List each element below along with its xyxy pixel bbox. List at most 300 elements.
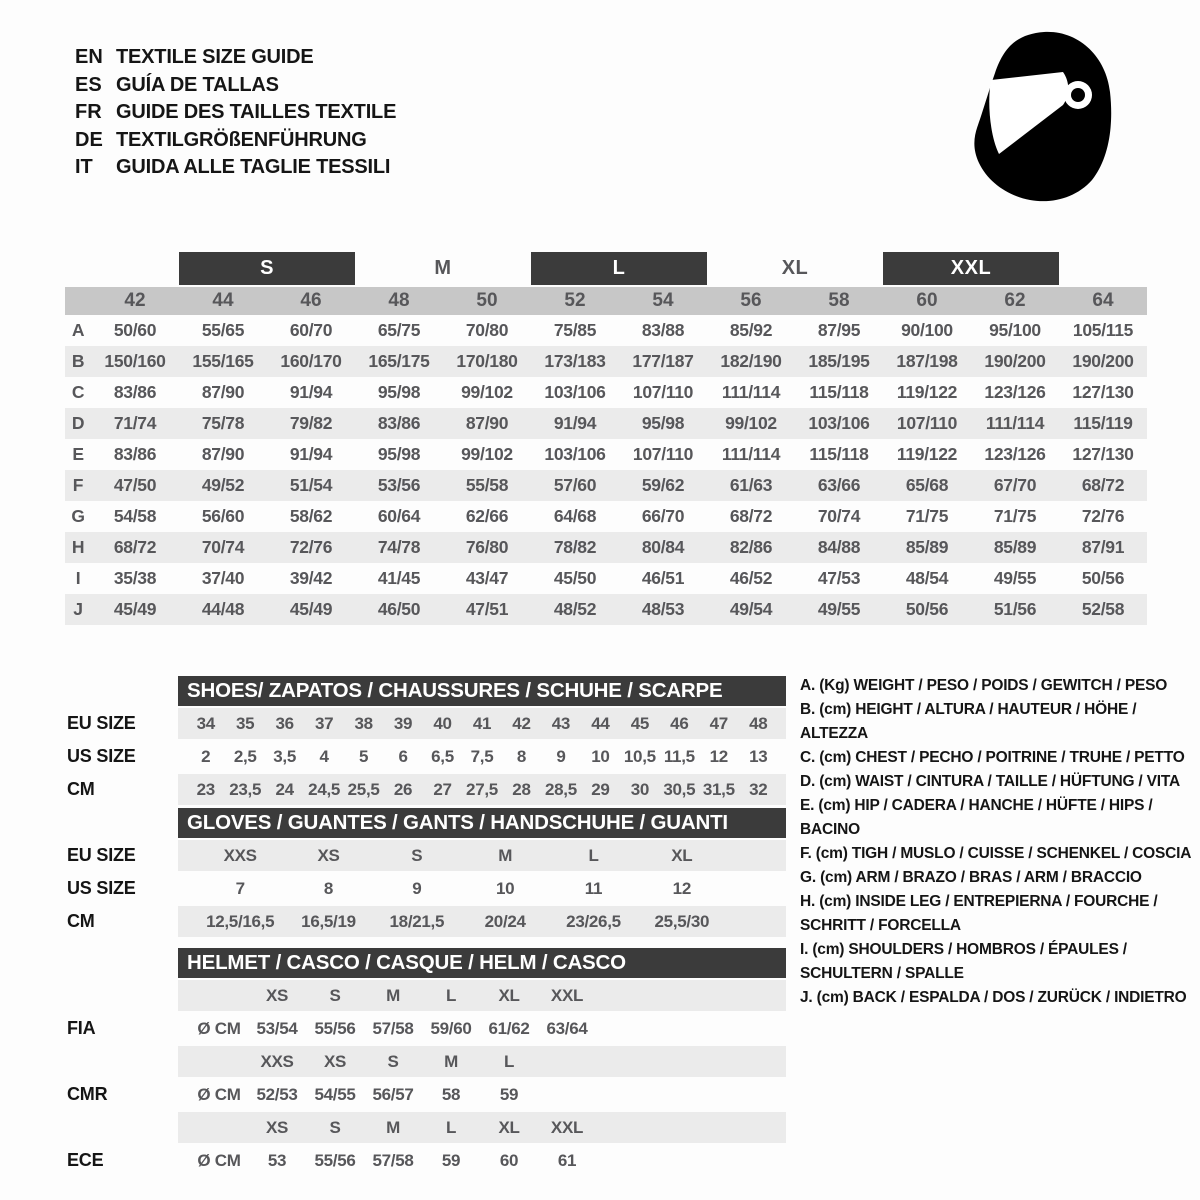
- table-cell: 190/200: [984, 351, 1046, 371]
- table-cell: 111/114: [721, 382, 781, 402]
- table-cell: 46/50: [377, 599, 421, 619]
- row-values: [178, 741, 786, 772]
- table-cell: 44/48: [201, 599, 245, 619]
- table-cell: 24,5: [308, 779, 341, 799]
- table-row: [65, 315, 1147, 346]
- table-cell: 55/56: [314, 1018, 356, 1038]
- table-cell: 10: [591, 746, 610, 766]
- size-header-row: [178, 980, 786, 1011]
- table-cell: 103/106: [544, 382, 606, 402]
- table-cell: 82/86: [729, 537, 773, 557]
- table-cell: 23,5: [229, 779, 262, 799]
- table-cell: 57/58: [372, 1018, 414, 1038]
- table-cell: 29: [591, 779, 610, 799]
- table-cell: 48/52: [553, 599, 597, 619]
- table-cell: 84/88: [817, 537, 861, 557]
- table-cell: 49/52: [201, 475, 245, 495]
- table-cell: 123/126: [984, 444, 1046, 464]
- row-label: G: [71, 506, 85, 526]
- table-cell: 46/51: [641, 568, 685, 588]
- measurement-legend: [800, 674, 1198, 1010]
- table-cell: 52/53: [256, 1084, 298, 1104]
- row-label: A: [71, 320, 85, 340]
- table-cell: 50/60: [113, 320, 157, 340]
- row-values: [178, 708, 786, 739]
- table-cell: 4: [319, 746, 329, 766]
- language-code: IT: [75, 156, 93, 179]
- table-cell: 53/56: [377, 475, 421, 495]
- size-header-row: [178, 1112, 786, 1143]
- table-cell: 59/60: [430, 1018, 472, 1038]
- table-cell: 41: [472, 713, 492, 733]
- table-cell: 12,5/16,5: [206, 911, 275, 931]
- table-cell: 51/54: [289, 475, 333, 495]
- table-cell: 39/42: [289, 568, 333, 588]
- table-cell: 39: [393, 713, 413, 733]
- table-cell: 95/98: [377, 382, 421, 402]
- table-cell: 62/66: [465, 506, 509, 526]
- table-cell: 30,5: [663, 779, 696, 799]
- column-header: 44: [212, 290, 234, 311]
- legend-item: J. (cm) BACK / ESPALDA / DOS / ZURÜCK / INDIETRO: [800, 989, 1187, 1006]
- table-cell: 50/56: [905, 599, 949, 619]
- table-cell: 64/68: [553, 506, 597, 526]
- title-line: [75, 44, 396, 72]
- column-header: 56: [740, 290, 762, 311]
- table-cell: 80/84: [641, 537, 685, 557]
- table-cell: 185/195: [808, 351, 870, 371]
- table-cell: 49/54: [729, 599, 773, 619]
- unit-label: Ø CM: [197, 1018, 241, 1038]
- table-cell: XS: [317, 845, 340, 865]
- table-cell: 70/74: [817, 506, 861, 526]
- main-size-table: [65, 252, 1147, 625]
- size-header-cell: L: [445, 1117, 457, 1137]
- size-header-cell: XS: [265, 1117, 289, 1137]
- table-cell: 107/110: [632, 382, 694, 402]
- table-cell: 10,5: [623, 746, 656, 766]
- row-label: I: [75, 568, 81, 588]
- table-cell: 6,5: [431, 746, 454, 766]
- row-label: J: [73, 599, 83, 619]
- table-cell: 71/74: [113, 413, 157, 433]
- table-cell: 6: [398, 746, 408, 766]
- size-group-xl: XL: [781, 257, 809, 279]
- language-code: ES: [75, 73, 102, 96]
- table-cell: 28: [512, 779, 531, 799]
- legend-item: H. (cm) INSIDE LEG / ENTREPIERNA / FOURCHE / SCHRITT / FORCELLA: [800, 893, 1158, 934]
- table-cell: 2,5: [233, 746, 257, 766]
- table-cell: 91/94: [289, 444, 333, 464]
- table-cell: 63/64: [546, 1018, 588, 1038]
- table-cell: 65/68: [905, 475, 949, 495]
- language-code: DE: [75, 128, 103, 151]
- table-row: [65, 741, 786, 772]
- table-cell: 127/130: [1072, 444, 1134, 464]
- size-header-cell: XS: [323, 1051, 347, 1071]
- row-label: E: [72, 444, 84, 464]
- row-label-spacer: [65, 1112, 178, 1143]
- table-cell: XXS: [223, 845, 257, 865]
- table-cell: 43/47: [465, 568, 509, 588]
- table-cell: M: [498, 845, 513, 865]
- table-row: [65, 408, 1147, 439]
- size-group-s: S: [179, 252, 355, 285]
- table-cell: 87/90: [201, 382, 245, 402]
- table-cell: 46/52: [729, 568, 773, 588]
- table-cell: 58: [441, 1084, 461, 1104]
- size-header-cell: L: [445, 985, 457, 1005]
- row-label: US SIZE: [67, 746, 136, 766]
- table-cell: 111/114: [721, 444, 781, 464]
- table-cell: 25,5: [347, 779, 380, 799]
- table-cell: 91/94: [289, 382, 333, 402]
- table-row: [65, 470, 1147, 501]
- title-block: [75, 44, 396, 182]
- table-cell: 50/56: [1081, 568, 1125, 588]
- size-group-l: L: [531, 252, 707, 285]
- table-row: [65, 873, 786, 904]
- size-header-cell: M: [386, 985, 400, 1005]
- table-row: [65, 563, 1147, 594]
- table-cell: 177/187: [632, 351, 694, 371]
- table-cell: 56/57: [372, 1084, 414, 1104]
- table-cell: 63/66: [817, 475, 861, 495]
- table-cell: 107/110: [896, 413, 958, 433]
- table-cell: 119/122: [896, 444, 958, 464]
- column-header: 52: [564, 290, 586, 311]
- table-cell: 49/55: [817, 599, 861, 619]
- table-cell: 72/76: [1081, 506, 1125, 526]
- table-cell: 90/100: [901, 320, 953, 340]
- table-cell: 83/86: [113, 444, 157, 464]
- table-cell: 49/55: [993, 568, 1037, 588]
- table-cell: 115/118: [809, 444, 869, 464]
- row-label: F: [72, 475, 84, 495]
- table-row: [65, 708, 786, 739]
- size-group-xxl: XXL: [883, 252, 1059, 285]
- row-label: D: [71, 413, 85, 433]
- table-cell: 45: [630, 713, 650, 733]
- table-cell: 5: [359, 746, 369, 766]
- table-cell: 46: [670, 713, 689, 733]
- column-header: 58: [828, 290, 850, 311]
- title-line: [75, 99, 396, 127]
- table-cell: 45/49: [113, 599, 157, 619]
- row-label: FIA: [67, 1018, 96, 1038]
- table-cell: 70/80: [465, 320, 509, 340]
- table-cell: 43: [551, 713, 571, 733]
- table-cell: 60/64: [377, 506, 421, 526]
- table-cell: 115/118: [809, 382, 869, 402]
- racing-helmet-icon-svg: [966, 28, 1116, 202]
- table-cell: 7,5: [470, 746, 494, 766]
- table-cell: 71/75: [993, 506, 1037, 526]
- table-cell: 37: [314, 713, 334, 733]
- table-cell: 85/89: [905, 537, 949, 557]
- table-cell: 48: [749, 713, 768, 733]
- table-cell: 47/53: [817, 568, 861, 588]
- table-cell: 68/72: [1081, 475, 1125, 495]
- size-header-cell: XS: [265, 985, 289, 1005]
- table-cell: 9: [412, 878, 422, 898]
- table-cell: 91/94: [553, 413, 597, 433]
- title-line: [75, 72, 396, 100]
- table-cell: 111/114: [985, 413, 1045, 433]
- legend-item: F. (cm) TIGH / MUSLO / CUISSE / SCHENKEL / COSCIA: [800, 845, 1192, 862]
- row-label: CM: [67, 911, 95, 931]
- table-cell: 187/198: [896, 351, 958, 371]
- column-header: 48: [388, 290, 410, 311]
- table-cell: 57/60: [553, 475, 597, 495]
- table-cell: 13: [749, 746, 768, 766]
- language-code: EN: [75, 46, 103, 69]
- table-row: [65, 594, 1147, 625]
- table-cell: 48/53: [641, 599, 685, 619]
- table-cell: 85/92: [729, 320, 773, 340]
- table-cell: 190/200: [1072, 351, 1134, 371]
- row-label-spacer: [65, 980, 178, 1011]
- table-cell: 170/180: [456, 351, 518, 371]
- unit-spacer: [190, 1112, 248, 1143]
- table-row: [65, 346, 1147, 377]
- table-cell: 55/58: [465, 475, 509, 495]
- table-cell: 45/50: [553, 568, 597, 588]
- table-cell: 24: [275, 779, 294, 799]
- gloves-table: [65, 808, 786, 937]
- table-cell: 11,5: [663, 746, 695, 766]
- table-cell: 51/56: [993, 599, 1037, 619]
- helmet-table-title: HELMET / CASCO / CASQUE / HELM / CASCO: [178, 948, 786, 978]
- table-cell: 57/58: [372, 1150, 414, 1170]
- guide-title: TEXTILE SIZE GUIDE: [116, 46, 314, 69]
- guide-title: GUÍA DE TALLAS: [116, 73, 279, 96]
- table-cell: 2: [201, 746, 211, 766]
- table-cell: 65/75: [377, 320, 421, 340]
- table-cell: 76/80: [465, 537, 509, 557]
- table-cell: 27,5: [466, 779, 498, 799]
- table-cell: 115/119: [1073, 413, 1133, 433]
- table-cell: 54/55: [314, 1084, 356, 1104]
- column-header: 64: [1092, 290, 1114, 311]
- helmet-table: [65, 948, 786, 1176]
- shoes-table: [65, 676, 786, 805]
- table-row: [65, 840, 786, 871]
- title-line: [75, 127, 396, 155]
- table-cell: 47/50: [113, 475, 157, 495]
- language-code: FR: [75, 101, 102, 124]
- row-values: [178, 1013, 786, 1044]
- row-label: C: [71, 382, 85, 402]
- legend-item: I. (cm) SHOULDERS / HOMBROS / ÉPAULES / SCHULTERN / SPALLE: [800, 941, 1127, 982]
- row-values: [178, 1145, 786, 1176]
- table-cell: 35/38: [113, 568, 157, 588]
- table-cell: 54/58: [113, 506, 157, 526]
- size-header-cell: L: [503, 1051, 515, 1071]
- table-cell: 45/49: [289, 599, 333, 619]
- table-cell: 95/98: [377, 444, 421, 464]
- table-cell: 48/54: [905, 568, 949, 588]
- size-header-cell: M: [444, 1051, 458, 1071]
- row-values: [178, 873, 786, 904]
- table-cell: 75/85: [553, 320, 597, 340]
- table-cell: 40: [433, 713, 452, 733]
- size-header-cell: S: [329, 985, 341, 1005]
- table-cell: 26: [393, 779, 413, 799]
- table-cell: 66/70: [641, 506, 685, 526]
- table-cell: 99/102: [725, 413, 777, 433]
- table-cell: 61: [557, 1150, 577, 1170]
- table-cell: 53/54: [256, 1018, 298, 1038]
- unit-spacer: [190, 980, 248, 1011]
- table-cell: 47/51: [465, 599, 509, 619]
- size-group-m: M: [434, 257, 452, 279]
- row-label: H: [71, 537, 85, 557]
- table-cell: 56/60: [201, 506, 245, 526]
- column-header: 62: [1004, 290, 1026, 311]
- table-cell: 23: [196, 779, 215, 799]
- legend-item: E. (cm) HIP / CADERA / HANCHE / HÜFTE / HIPS / BACINO: [800, 797, 1153, 838]
- table-cell: 83/88: [641, 320, 685, 340]
- gloves-rows: [65, 840, 786, 937]
- table-cell: 53: [267, 1150, 287, 1170]
- unit-label: Ø CM: [197, 1150, 241, 1170]
- table-cell: 27: [433, 779, 452, 799]
- row-label: ECE: [67, 1150, 104, 1170]
- table-cell: 99/102: [461, 444, 513, 464]
- table-cell: 52/58: [1081, 599, 1125, 619]
- table-cell: 83/86: [377, 413, 421, 433]
- table-cell: 95/100: [989, 320, 1041, 340]
- row-label: B: [71, 351, 85, 371]
- table-row: [65, 774, 786, 805]
- table-cell: S: [411, 845, 423, 865]
- table-cell: 8: [323, 878, 334, 898]
- legend-item: D. (cm) WAIST / CINTURA / TAILLE / HÜFTUNG / VITA: [800, 773, 1180, 790]
- table-row: [65, 906, 786, 937]
- table-cell: 173/183: [544, 351, 606, 371]
- table-cell: 32: [749, 779, 768, 799]
- table-row: [65, 1112, 786, 1143]
- table-cell: 59: [499, 1084, 519, 1104]
- table-cell: 36: [275, 713, 294, 733]
- table-cell: 7: [235, 878, 245, 898]
- table-cell: 95/98: [641, 413, 685, 433]
- table-cell: 87/90: [201, 444, 245, 464]
- size-header-cell: S: [387, 1051, 399, 1071]
- shoes-rows: [65, 708, 786, 805]
- table-cell: 182/190: [720, 351, 782, 371]
- guide-title: TEXTILGRÖßENFÜHRUNG: [116, 128, 367, 151]
- table-row: [65, 1145, 786, 1176]
- table-cell: 31,5: [702, 779, 735, 799]
- size-header-cell: XXS: [260, 1051, 294, 1071]
- guide-title: GUIDA ALLE TAGLIE TESSILI: [116, 156, 391, 179]
- table-cell: 58/62: [289, 506, 333, 526]
- row-label: US SIZE: [67, 878, 136, 898]
- racing-helmet-icon: [966, 28, 1116, 202]
- row-label: EU SIZE: [67, 713, 136, 733]
- column-header: 60: [916, 290, 938, 311]
- table-cell: 20/24: [484, 911, 526, 931]
- table-cell: 99/102: [461, 382, 513, 402]
- column-header: 42: [124, 290, 146, 311]
- row-label-spacer: [65, 1046, 178, 1077]
- size-header-cell: XXL: [550, 985, 584, 1005]
- main-body: [65, 315, 1147, 625]
- title-line: [75, 154, 396, 182]
- table-row: [65, 377, 1147, 408]
- table-cell: 127/130: [1072, 382, 1134, 402]
- table-cell: 60: [499, 1150, 519, 1170]
- row-label: CMR: [67, 1084, 108, 1104]
- table-row: [65, 980, 786, 1011]
- table-row: [65, 1079, 786, 1110]
- table-cell: 105/115: [1072, 320, 1134, 340]
- table-cell: 87/95: [817, 320, 861, 340]
- table-cell: 28,5: [544, 779, 577, 799]
- size-header-cell: XXL: [550, 1117, 584, 1137]
- table-cell: 165/175: [368, 351, 430, 371]
- table-cell: L: [588, 845, 599, 865]
- row-values: [178, 774, 786, 805]
- table-cell: 79/82: [289, 413, 333, 433]
- table-cell: 83/86: [113, 382, 157, 402]
- table-cell: 12: [672, 878, 691, 898]
- table-cell: 9: [556, 746, 566, 766]
- table-cell: 150/160: [104, 351, 166, 371]
- table-cell: 68/72: [113, 537, 157, 557]
- table-cell: 38: [354, 713, 373, 733]
- table-cell: 103/106: [808, 413, 870, 433]
- table-cell: 61/62: [488, 1018, 530, 1038]
- table-cell: 155/165: [192, 351, 254, 371]
- table-cell: 11: [584, 878, 603, 898]
- size-header-cell: XL: [498, 985, 520, 1005]
- helmet-rows: [65, 980, 786, 1176]
- table-cell: 70/74: [201, 537, 245, 557]
- size-header-cell: M: [386, 1117, 400, 1137]
- size-header-cell: XL: [498, 1117, 520, 1137]
- table-cell: 59/62: [641, 475, 685, 495]
- column-header: 54: [652, 290, 674, 311]
- table-cell: 55/65: [201, 320, 245, 340]
- row-values: [178, 1079, 786, 1110]
- table-row: [65, 501, 1147, 532]
- corner-spacer: [65, 287, 91, 315]
- table-cell: 16,5/19: [301, 911, 356, 931]
- table-cell: 55/56: [314, 1150, 356, 1170]
- table-cell: 25,5/30: [654, 911, 710, 931]
- table-row: [65, 1013, 786, 1044]
- legend-item: B. (cm) HEIGHT / ALTURA / HAUTEUR / HÖHE / ALTEZZA: [800, 701, 1137, 742]
- table-cell: 8: [516, 746, 527, 766]
- column-header: 46: [300, 290, 322, 311]
- row-values: [178, 906, 786, 937]
- table-cell: 74/78: [377, 537, 421, 557]
- table-cell: 30: [630, 779, 650, 799]
- table-cell: 18/21,5: [389, 911, 445, 931]
- row-label: EU SIZE: [67, 845, 136, 865]
- column-header: 50: [476, 290, 498, 311]
- table-cell: 3,5: [273, 746, 297, 766]
- shoes-table-title: SHOES/ ZAPATOS / CHAUSSURES / SCHUHE / SCARPE: [178, 676, 786, 706]
- table-cell: 160/170: [280, 351, 342, 371]
- table-cell: 103/106: [544, 444, 606, 464]
- table-cell: 10: [496, 878, 515, 898]
- table-cell: 23/26,5: [566, 911, 621, 931]
- table-cell: 85/89: [993, 537, 1037, 557]
